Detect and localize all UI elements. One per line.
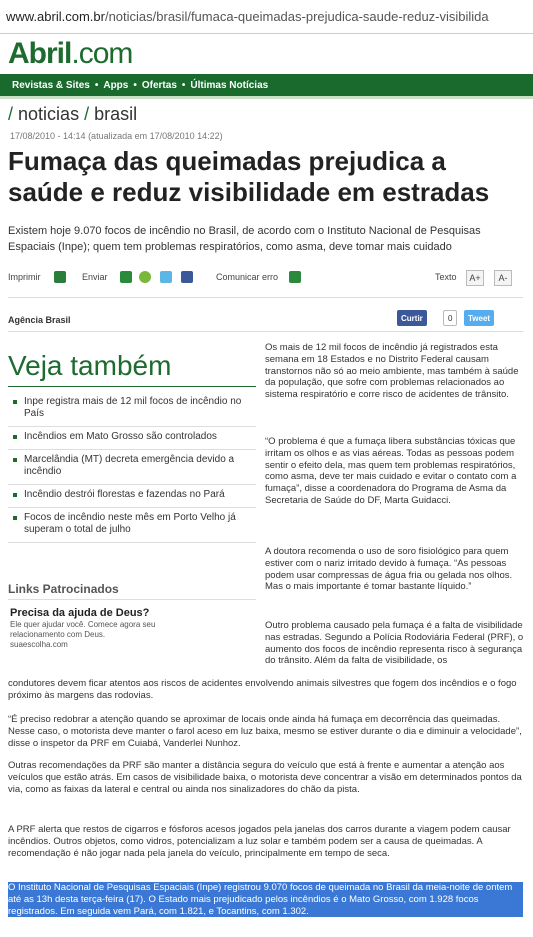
toolbar-divider: [8, 297, 523, 298]
nav-item-revistas[interactable]: Revistas & Sites: [12, 79, 90, 91]
nav-separator: •: [181, 79, 186, 91]
body-paragraph: Outras recomendações da PRF são manter a distância segura do veículo que está à frente e aumentar a atenção aos veículos que estão atrás. Em casos de visibilidade baixa, o motorista deve concentrar a visão em determinados pontos da via, como as faixas da lateral e central ou ainda nos sinalizadores do chão da pista.: [8, 760, 522, 795]
breadcrumb-noticias[interactable]: noticias: [18, 104, 80, 124]
ad-title[interactable]: Precisa da ajuda de Deus?: [10, 607, 150, 619]
like-count-value: 0: [448, 313, 453, 323]
nav-underline: [0, 96, 533, 99]
article-lead: Existem hoje 9.070 focos de incêndio no Brasil, de acordo com o Instituto Nacional de Pesquisas Espaciais (Inpe); quem tem problemas respiratórios, como asma, deve tomar mais cuidado: [8, 225, 481, 253]
nav-separator: •: [94, 79, 99, 91]
source-divider: [8, 331, 523, 332]
like-count: [443, 310, 457, 326]
site-logo[interactable]: [8, 37, 132, 71]
body-paragraph: Outro problema causado pela fumaça é a falta de visibilidade nas estradas. Segundo a Polícia Rodoviária Federal (PRF), o aumento dos focos de incêndio representa risco à segurança do trânsito. Além da falta de visibilidade, os: [265, 620, 524, 667]
ad-text: Ele quer ajudar você. Comece agora seu relacionamento com Deus.: [10, 620, 156, 639]
body-paragraph: Os mais de 12 mil focos de incêndio já registrados esta semana em 18 Estados e no Distrito Federal causam transtornos não só ao meio ambiente, mas também à saúde da população, que sofre com problemas relacionados ao sistema respiratório e corre risco de acidentes de trânsito.: [265, 342, 519, 401]
url-host: www.abril.com.br: [6, 9, 105, 24]
main-nav: [0, 74, 533, 96]
breadcrumb-brasil[interactable]: brasil: [94, 104, 138, 124]
sponsored-title: Links Patrocinados: [8, 582, 119, 596]
body-paragraph: A PRF alerta que restos de cigarros e fósforos acesos jogados pela janelas dos carros durante a viagem podem causar incêndios. Outros objetos, como vidros, potencializam a luz solar e também podem ser a causa de queimadas. A recomendação é não jogar nada pela janela do veículo, principalmente em tempo de seca.: [8, 824, 511, 859]
facebook-icon[interactable]: [181, 271, 193, 283]
body-paragraph: “O problema é que a fumaça libera substâncias tóxicas que irritam os olhos e as vias aéreas. Todas as pessoas podem sentir o efeito dela, mas quem tem problemas respiratórios, como asma, deve ter mais cuidado e evitar o contato com a fumaça”, disse a coordenadora do Programa de Asma da Secretaria de Saúde do DF, Marta Guidacci.: [265, 436, 517, 506]
tweet-label: Tweet: [468, 313, 491, 323]
twitter-icon[interactable]: [160, 271, 172, 283]
print-icon[interactable]: [54, 271, 66, 283]
orkut-icon[interactable]: [139, 271, 151, 283]
nav-item-apps[interactable]: Apps: [103, 79, 129, 91]
nav-separator: •: [133, 79, 137, 91]
related-item[interactable]: Marcelândia (MT) decreta emergência devido a incêndio: [8, 450, 256, 485]
logo-dot: .: [71, 37, 79, 70]
text-decrease-button[interactable]: A-: [494, 270, 512, 286]
print-link[interactable]: Imprimir: [8, 272, 41, 282]
send-link[interactable]: Enviar: [82, 272, 108, 282]
report-error-link[interactable]: Comunicar erro: [216, 272, 279, 282]
breadcrumb: [8, 104, 137, 125]
body-paragraph: condutores devem ficar atentos aos riscos de acidentes envolvendo animais silvestres que fogem dos incêndios e o fogo próximo às margens das rodovias.: [8, 678, 517, 701]
site-header: [0, 34, 533, 74]
related-divider: [8, 386, 256, 387]
related-item[interactable]: Focos de incêndio neste mês em Porto Velho já superam o total de julho: [8, 508, 256, 543]
logo-suffix: com: [78, 37, 133, 70]
url-path: /noticias/brasil/fumaca-queimadas-prejudica-saude-reduz-visibilida: [104, 9, 489, 24]
text-size-label: Texto: [435, 272, 457, 282]
breadcrumb-separator: /: [84, 104, 90, 124]
article-source: Agência Brasil: [8, 315, 71, 325]
ad-url[interactable]: suaescolha.com: [10, 640, 68, 649]
email-icon[interactable]: [120, 271, 132, 283]
tweet-button[interactable]: [464, 310, 494, 326]
related-item[interactable]: Incêndios em Mato Grosso são controlados: [8, 427, 256, 450]
article-toolbar: [8, 268, 523, 290]
facebook-like-button[interactable]: [397, 310, 427, 326]
sponsored-divider: [8, 599, 256, 600]
related-list: [8, 392, 256, 543]
related-title: Veja também: [8, 350, 172, 381]
related-item[interactable]: Inpe registra mais de 12 mil focos de incêndio no País: [8, 392, 256, 427]
breadcrumb-separator: /: [8, 104, 14, 124]
article-date: 17/08/2010 - 14:14 (atualizada em 17/08/2010 14:22): [10, 131, 223, 141]
facebook-like-label: Curtir: [401, 313, 423, 323]
related-item[interactable]: Incêndio destrói florestas e fazendas no Pará: [8, 485, 256, 508]
report-error-icon[interactable]: [289, 271, 301, 283]
body-paragraph: A doutora recomenda o uso de soro fisiológico para quem estiver com o nariz irritado devido à fumaça. “As pessoas podem usar compressas de água fria ou gelada nos olhos. Mas o mais importante é tomar bastante líquido.”: [265, 546, 513, 593]
article-title: Fumaça das queimadas prejudica a saúde e reduz visibilidade em estradas: [8, 146, 490, 207]
nav-item-ofertas[interactable]: Ofertas: [141, 79, 177, 91]
body-paragraph: “É preciso redobrar a atenção quando se aproximar de locais onde ainda há fumaça em decorrência das queimadas. Nesse caso, o motorista deve manter o farol aceso em luz baixa, mesmo se estiver durante o dia e diminuir a velocidade”, disse o inspetor da PRF em Cuiabá, Vanderlei Nunhoz.: [8, 714, 522, 749]
logo-main: Abril: [8, 37, 72, 70]
selected-paragraph: O Instituto Nacional de Pesquisas Espaciais (Inpe) registrou 9.070 focos de queimada no Brasil da meia-noite de ontem até as 13h desta terça-feira (17). O Estado mais prejudicado pelos incêndios é o Mato Grosso, com 1.928 focos registrados. Em seguida vem Pará, com 1.821, e Tocantins, com 1.302.: [8, 882, 523, 917]
address-bar[interactable]: [0, 0, 533, 34]
text-increase-button[interactable]: A+: [466, 270, 484, 286]
nav-item-ultimas[interactable]: Últimas Notícias: [190, 79, 269, 91]
